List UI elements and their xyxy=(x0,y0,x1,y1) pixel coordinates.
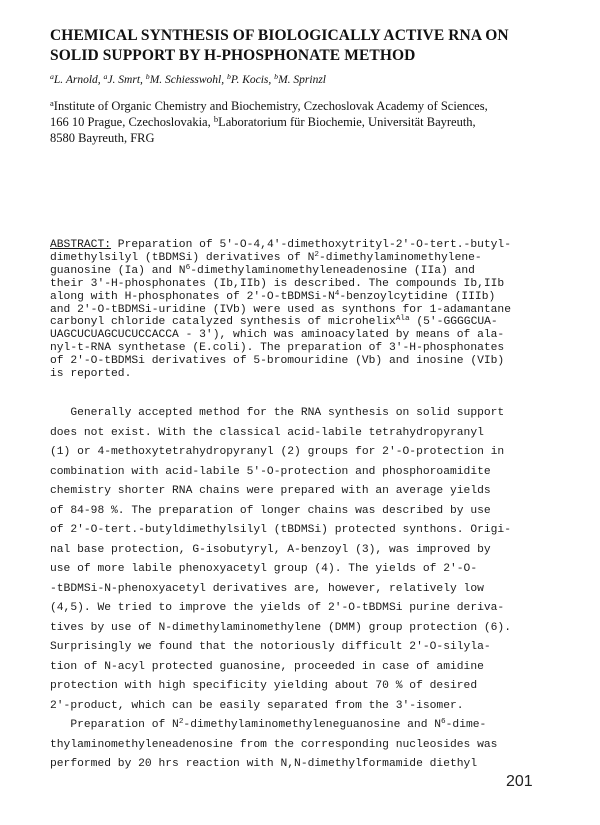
author xyxy=(146,74,227,86)
author xyxy=(227,74,274,86)
abstract-line: UAGCUCUAGCUCUCCACCA - 3'), which was aminoacylated by means of ala- xyxy=(50,329,505,342)
author-name: M. Schiesswohl, xyxy=(149,74,228,86)
page-number: 201 xyxy=(506,773,533,790)
affiliation-text: 166 10 Prague, Czechoslovakia, xyxy=(50,115,214,129)
superscript: 2 xyxy=(178,718,184,727)
abstract-text: -dimethylaminomethylene- xyxy=(319,251,482,264)
abstract-text: guanosine (Ia) and N xyxy=(50,264,186,277)
body-text-span: -dimethylaminomethyleneguanosine and N xyxy=(183,719,442,731)
author xyxy=(104,74,146,86)
affiliation-text: Institute of Organic Chemistry and Biochemistry, Czechoslovak Academy of Sciences, xyxy=(53,99,488,113)
body-line: 2'-product, which can be easily separated from the 3'-isomer. xyxy=(50,699,464,712)
affiliation-text: Laboratorium für Biochemie, Universität Bayreuth, xyxy=(218,115,476,129)
title-line-1: CHEMICAL SYNTHESIS OF BIOLOGICALLY ACTIVE RNA ON xyxy=(50,27,509,44)
body-line: combination with acid-labile 5'-O-protection and phosphoroamidite xyxy=(50,465,491,478)
abstract-line xyxy=(50,252,580,265)
author-affiliation-mark: a xyxy=(103,72,108,82)
abstract-line xyxy=(50,239,580,252)
body-line xyxy=(50,716,580,736)
abstract-line: of 2'-O-tBDMSi derivatives of 5-bromouridine (Vb) and inosine (VIb) xyxy=(50,355,505,368)
affiliation-line: 8580 Bayreuth, FRG xyxy=(50,131,155,145)
superscript: Ala xyxy=(395,315,410,324)
body-line: -tBDMSi-N-phenoxyacetyl derivatives are, however, relatively low xyxy=(50,582,484,595)
body-line: of 84-98 %. The preparation of longer chains was described by use xyxy=(50,504,491,517)
abstract-text: dimethylsilyl (tBDMSi) derivatives of N xyxy=(50,251,315,264)
body-line: use of more labile phenoxyacetyl group (4). The yields of 2'-O- xyxy=(50,563,478,575)
abstract-label: ABSTRACT: xyxy=(50,239,112,251)
body-line: of 2'-O-tert.-butyldimethylsilyl (tBDMSi) protected synthons. Origi- xyxy=(50,524,511,536)
author-affiliation-mark: b xyxy=(145,72,150,82)
superscript: 6 xyxy=(185,263,191,272)
author-name: L. Arnold, xyxy=(53,74,104,86)
abstract-line: and 2'-O-tBDMSi-uridine (IVb) were used as synthons for 1-adamantane xyxy=(50,303,511,316)
title-line-2: SOLID SUPPORT BY H-PHOSPHONATE METHOD xyxy=(50,47,416,64)
paper-title xyxy=(50,26,570,66)
affiliations xyxy=(50,98,580,146)
abstract-line xyxy=(50,316,580,329)
body-line: (1) or 4-methoxytetrahydropyranyl (2) groups for 2'-O-protection in xyxy=(50,446,505,458)
author-list xyxy=(50,73,570,87)
body-text xyxy=(50,404,580,775)
author-affiliation-mark: b xyxy=(227,72,231,82)
affiliation-line xyxy=(50,98,580,114)
abstract-line xyxy=(50,291,580,304)
affiliation-line xyxy=(50,114,580,130)
body-line: (4,5). We tried to improve the yields of 2'-O-tBDMSi purine deriva- xyxy=(50,602,505,614)
abstract-line xyxy=(50,265,580,278)
author-name: J. Smrt, xyxy=(107,74,146,86)
body-text-span: Preparation of N xyxy=(50,719,179,731)
body-line: does not exist. With the classical acid-labile tetrahydropyranyl xyxy=(50,426,484,439)
author-name: P. Kocis, xyxy=(230,74,275,86)
affiliation-mark: a xyxy=(50,97,54,108)
affiliation-mark: b xyxy=(213,113,219,124)
body-line: Generally accepted method for the RNA synthesis on solid support xyxy=(50,407,505,419)
body-line: performed by 20 hrs reaction with N,N-dimethylformamide diethyl xyxy=(50,758,478,770)
abstract-text: carbonyl chloride catalyzed synthesis of microhelix xyxy=(50,316,396,329)
superscript: 4 xyxy=(334,289,340,298)
body-text-span: -dime- xyxy=(445,719,487,731)
abstract-text: Preparation of 5'-O-4,4'-dimethoxytrityl-2'-O-tert.-butyl- xyxy=(111,239,511,251)
body-line: Surprisingly we found that the notoriously difficult 2'-O-silyla- xyxy=(50,641,491,653)
superscript: 2 xyxy=(314,251,319,260)
author xyxy=(50,74,104,86)
body-line: chemistry shorter RNA chains were prepared with an average yields xyxy=(50,485,491,497)
body-line: tives by use of N-dimethylaminomethylene (DMM) group protection (6). xyxy=(50,621,511,634)
superscript: 6 xyxy=(441,718,446,727)
abstract-line: is reported. xyxy=(50,368,132,381)
author-affiliation-mark: a xyxy=(50,72,54,82)
abstract-line: nyl-t-RNA synthetase (E.coli). The preparation of 3'-H-phosphonates xyxy=(50,342,505,355)
author xyxy=(274,74,326,86)
body-line: thylaminomethyleneadenosine from the corresponding nucleosides was xyxy=(50,738,498,751)
abstract-text: along with H-phosphonates of 2'-O-tBDMSi-N xyxy=(50,290,335,303)
abstract-text: (5'-GGGGCUA- xyxy=(409,316,498,329)
body-line: nal base protection, G-isobutyryl, A-benzoyl (3), was improved by xyxy=(50,543,491,556)
author-name: M. Sprinzl xyxy=(278,74,326,86)
abstract-text: -dimethylaminomethyleneadenosine (IIa) and xyxy=(190,264,475,277)
abstract-text: -benzoylcytidine (IIIb) xyxy=(339,290,496,303)
abstract xyxy=(50,239,580,381)
body-line: tion of N-acyl protected guanosine, proceeded in case of amidine xyxy=(50,660,484,673)
abstract-line: their 3'-H-phosphonates (Ib,IIb) is described. The compounds Ib,IIb xyxy=(50,277,505,290)
author-affiliation-mark: b xyxy=(274,72,279,82)
body-line: protection with high specificity yielding about 70 % of desired xyxy=(50,680,478,692)
